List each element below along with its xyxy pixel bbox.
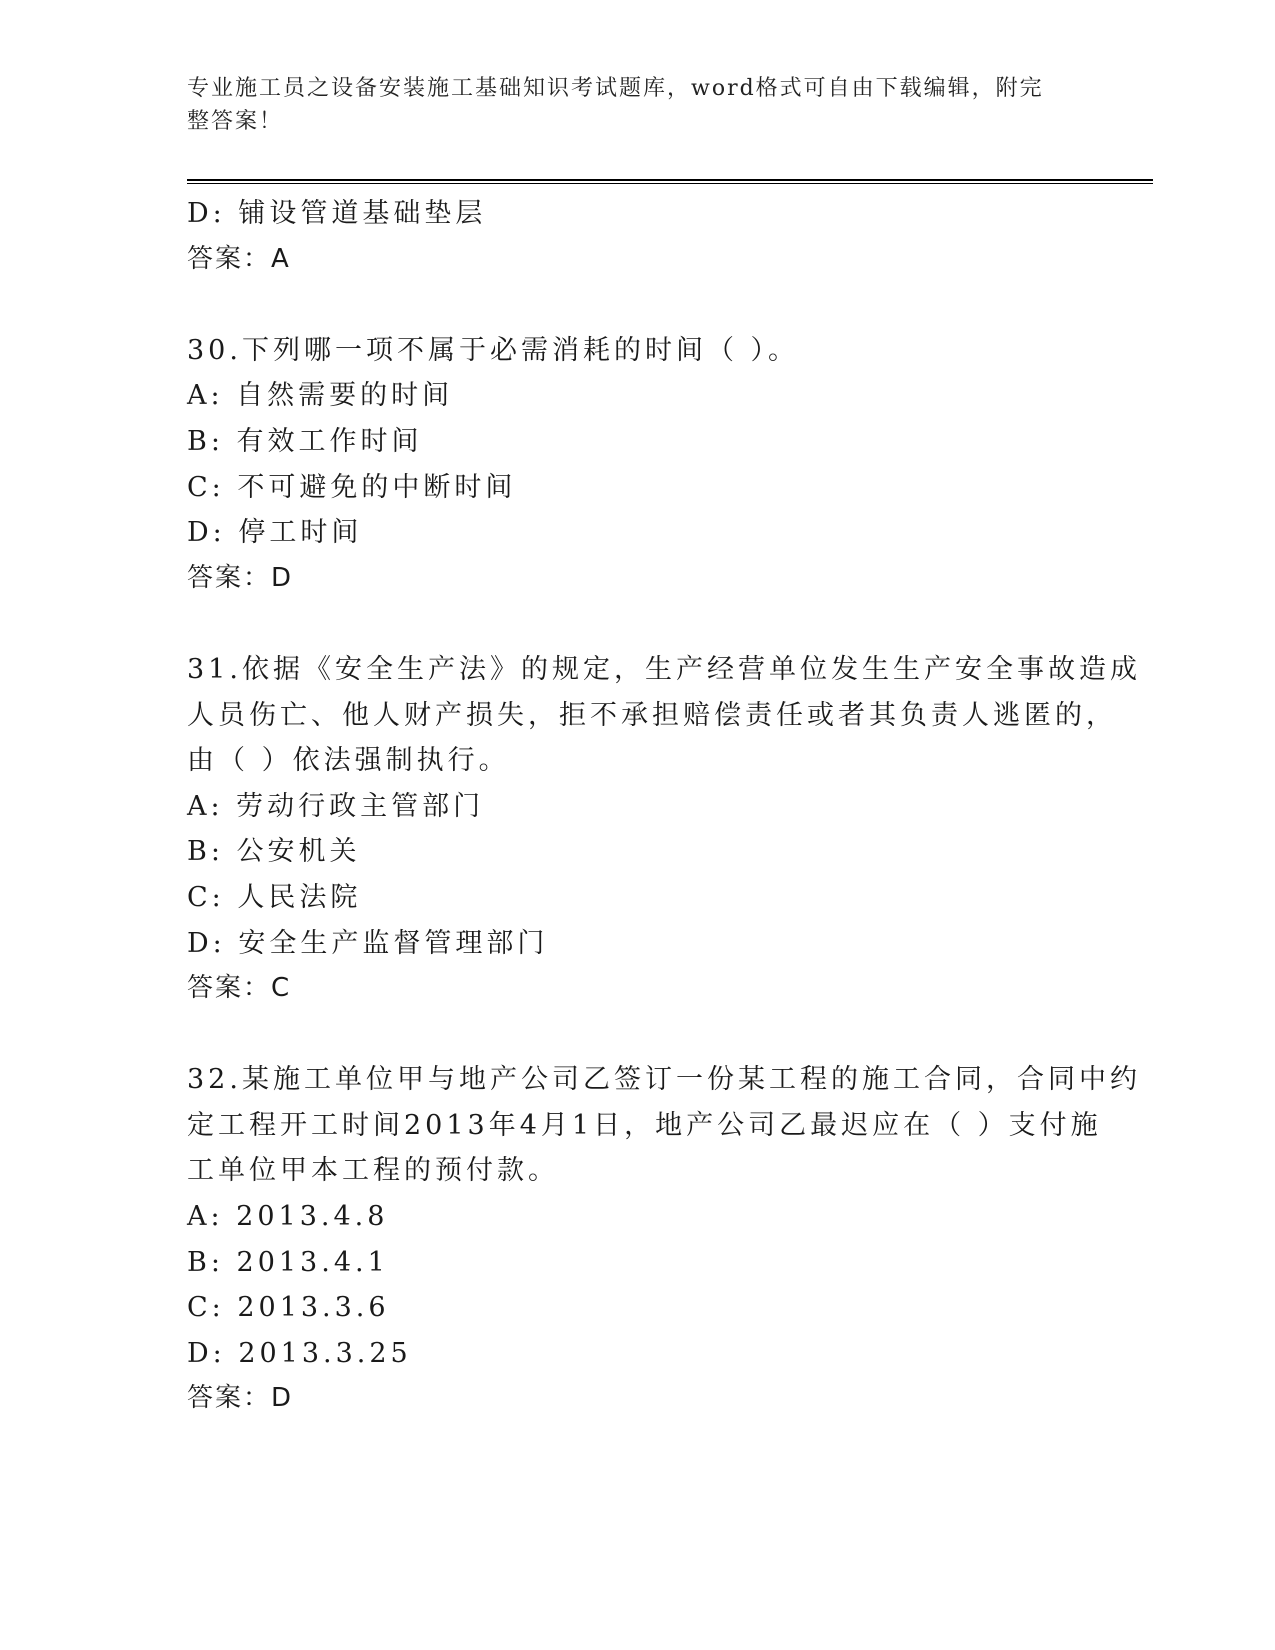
answer-line: 答案：D bbox=[187, 1383, 294, 1414]
option-b: B: 2013.4.1 bbox=[187, 1246, 389, 1278]
question-stem: 30.下列哪一项不属于必需消耗的时间（ ）。 bbox=[187, 334, 800, 366]
header-rule-thin bbox=[187, 183, 1153, 184]
option-b: B: 有效工作时间 bbox=[187, 425, 423, 457]
option-d: D: 2013.3.25 bbox=[187, 1337, 412, 1369]
question-stem-line-2: 人员伤亡、他人财产损失，拒不承担赔偿责任或者其负责人逃匿的， bbox=[187, 699, 1117, 731]
option-a: A: 劳动行政主管部门 bbox=[187, 790, 485, 822]
question-stem-line-1: 31.依据《安全生产法》的规定，生产经营单位发生生产安全事故造成 bbox=[187, 653, 1141, 685]
option-d: D: 停工时间 bbox=[187, 517, 363, 549]
question-carryover bbox=[187, 191, 1087, 282]
answer-line: 答案：A bbox=[187, 243, 291, 274]
option-c: C: 人民法院 bbox=[187, 881, 362, 913]
option-c: C: 2013.3.6 bbox=[187, 1292, 390, 1324]
document-header: 专业施工员之设备安装施工基础知识考试题库，word格式可自由下载编辑，附完整答案！ bbox=[187, 76, 1044, 134]
question-stem-line-3: 工单位甲本工程的预付款。 bbox=[187, 1155, 559, 1187]
question-stem-line-3: 由（ ）依法强制执行。 bbox=[187, 745, 510, 777]
question-30 bbox=[187, 328, 1087, 602]
document-body bbox=[187, 191, 1141, 1422]
header-rule-thick bbox=[187, 179, 1153, 181]
question-31 bbox=[187, 647, 1141, 1012]
option-d: D: 安全生产监督管理部门 bbox=[187, 927, 549, 959]
question-stem-line-2: 定工程开工时间2013年4月1日，地产公司乙最迟应在（ ）支付施 bbox=[187, 1109, 1102, 1141]
option-a: A: 自然需要的时间 bbox=[187, 380, 454, 412]
option-b: B: 公安机关 bbox=[187, 836, 361, 868]
option-d: D: 铺设管道基础垫层 bbox=[187, 198, 487, 229]
option-c: C: 不可避免的中断时间 bbox=[187, 471, 517, 503]
question-32 bbox=[187, 1057, 1141, 1422]
answer-line: 答案：D bbox=[187, 562, 294, 593]
question-stem-line-1: 32.某施工单位甲与地产公司乙签订一份某工程的施工合同，合同中约 bbox=[187, 1064, 1141, 1096]
option-a: A: 2013.4.8 bbox=[187, 1201, 389, 1233]
answer-line: 答案：C bbox=[187, 973, 292, 1004]
